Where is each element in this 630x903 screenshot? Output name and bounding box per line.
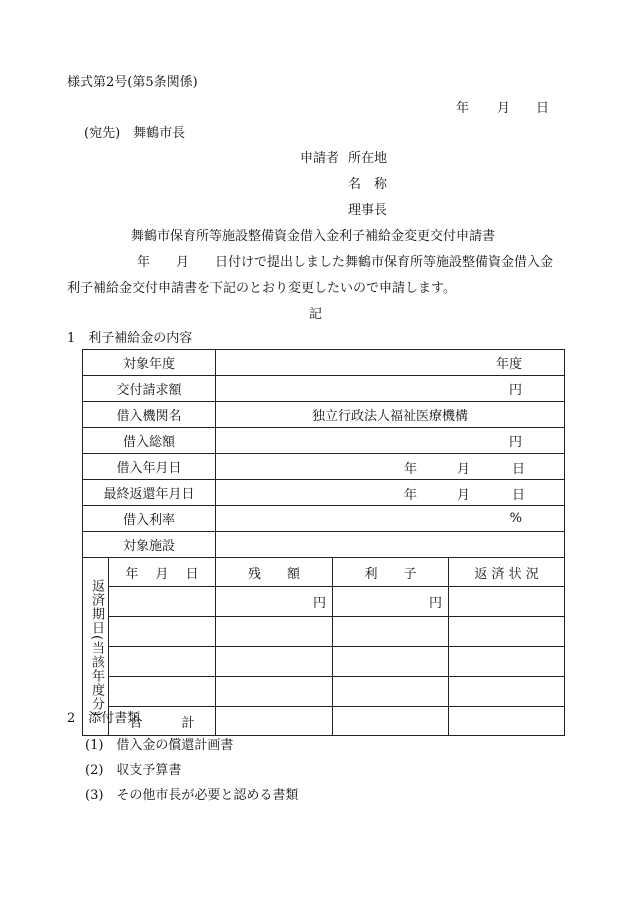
repay-interest-cell: 円 bbox=[333, 587, 449, 617]
date-year-label: 年 bbox=[456, 101, 470, 116]
section2-heading: 2 添付書類 bbox=[67, 711, 141, 726]
document-title: 舞鶴市保育所等施設整備資金借入金利子補給金変更交付申請書 bbox=[131, 229, 496, 244]
repay-status-cell bbox=[449, 587, 565, 617]
table-row bbox=[83, 376, 565, 402]
label-target-facility: 対象施設 bbox=[83, 532, 216, 558]
value-final-repayment-date bbox=[216, 480, 565, 506]
repay-interest-cell bbox=[333, 647, 449, 677]
value-interest-rate: % bbox=[216, 506, 565, 532]
applicant-label: 申請者 bbox=[300, 151, 340, 166]
value-target-facility bbox=[216, 532, 565, 558]
col-header-balance: 残 額 bbox=[216, 558, 333, 587]
table-row bbox=[83, 350, 565, 376]
applicant-director-label: 理事長 bbox=[348, 203, 388, 218]
repay-balance-cell bbox=[216, 617, 333, 647]
body-line-1: 年 月 日付けで提出しました舞鶴市保育所等施設整備資金借入金 bbox=[137, 255, 554, 270]
section1-heading: 1 利子補給金の内容 bbox=[67, 331, 193, 346]
table-row bbox=[83, 532, 565, 558]
body-line-2: 利子補給金交付申請書を下記のとおり変更したいので申請します。 bbox=[67, 281, 456, 296]
repay-status-cell bbox=[449, 647, 565, 677]
repay-date-cell bbox=[109, 677, 216, 707]
form-number: 様式第2号(第5条関係) bbox=[67, 75, 198, 90]
repay-interest-cell bbox=[333, 617, 449, 647]
repay-status-cell bbox=[449, 677, 565, 707]
applicant-address-label: 所在地 bbox=[348, 151, 388, 166]
table-row bbox=[83, 587, 565, 617]
label-request-amount: 交付請求額 bbox=[83, 376, 216, 402]
repay-date-cell bbox=[109, 647, 216, 677]
attachment-item-2: (2) 収支予算書 bbox=[85, 763, 182, 778]
total-interest-cell bbox=[333, 707, 449, 736]
value-total-loan: 円 bbox=[216, 428, 565, 454]
date-month-label: 月 bbox=[497, 101, 511, 116]
loan-date-month: 月 bbox=[457, 462, 471, 477]
total-status-cell bbox=[449, 707, 565, 736]
table-row bbox=[83, 428, 565, 454]
total-label: 合 計 bbox=[109, 707, 216, 736]
loan-date-year: 年 bbox=[404, 462, 418, 477]
label-total-loan: 借入総額 bbox=[83, 428, 216, 454]
table-row bbox=[83, 506, 565, 532]
value-loan-date bbox=[216, 454, 565, 480]
repay-interest-cell bbox=[333, 677, 449, 707]
repay-date-cell bbox=[109, 587, 216, 617]
col-header-interest: 利 子 bbox=[333, 558, 449, 587]
repay-balance-cell bbox=[216, 647, 333, 677]
label-target-year: 対象年度 bbox=[83, 350, 216, 376]
table-row bbox=[83, 647, 565, 677]
attachment-item-3: (3) その他市長が必要と認める書類 bbox=[85, 788, 299, 803]
table-row bbox=[83, 480, 565, 506]
col-header-status: 返 済 状 況 bbox=[449, 558, 565, 587]
ki-label: 記 bbox=[309, 307, 323, 322]
label-lender-name: 借入機関名 bbox=[83, 402, 216, 428]
table-row bbox=[83, 617, 565, 647]
table-row bbox=[83, 454, 565, 480]
table-row bbox=[83, 707, 565, 736]
repay-balance-cell bbox=[216, 677, 333, 707]
interest-subsidy-table bbox=[82, 349, 565, 736]
final-date-year: 年 bbox=[404, 488, 418, 503]
label-loan-date: 借入年月日 bbox=[83, 454, 216, 480]
loan-date-day: 日 bbox=[512, 462, 526, 477]
applicant-name-label: 名 称 bbox=[348, 177, 388, 192]
table-row bbox=[83, 558, 565, 587]
final-date-month: 月 bbox=[457, 488, 471, 503]
addressee: (宛先) 舞鶴市長 bbox=[84, 126, 186, 141]
col-header-date: 年 月 日 bbox=[109, 558, 216, 587]
repayment-vertical-label: 返済期日(当該年度分) bbox=[83, 558, 109, 736]
attachment-item-1: (1) 借入金の償還計画書 bbox=[85, 738, 234, 753]
final-date-day: 日 bbox=[512, 488, 526, 503]
value-target-year: 年度 bbox=[216, 350, 565, 376]
repay-balance-cell: 円 bbox=[216, 587, 333, 617]
repay-status-cell bbox=[449, 617, 565, 647]
value-lender-name: 独立行政法人福祉医療機構 bbox=[216, 402, 565, 428]
label-interest-rate: 借入利率 bbox=[83, 506, 216, 532]
date-day-label: 日 bbox=[536, 101, 550, 116]
table-row bbox=[83, 402, 565, 428]
table-row bbox=[83, 677, 565, 707]
value-request-amount: 円 bbox=[216, 376, 565, 402]
total-balance-cell bbox=[216, 707, 333, 736]
label-final-repayment-date: 最終返還年月日 bbox=[83, 480, 216, 506]
repay-date-cell bbox=[109, 617, 216, 647]
